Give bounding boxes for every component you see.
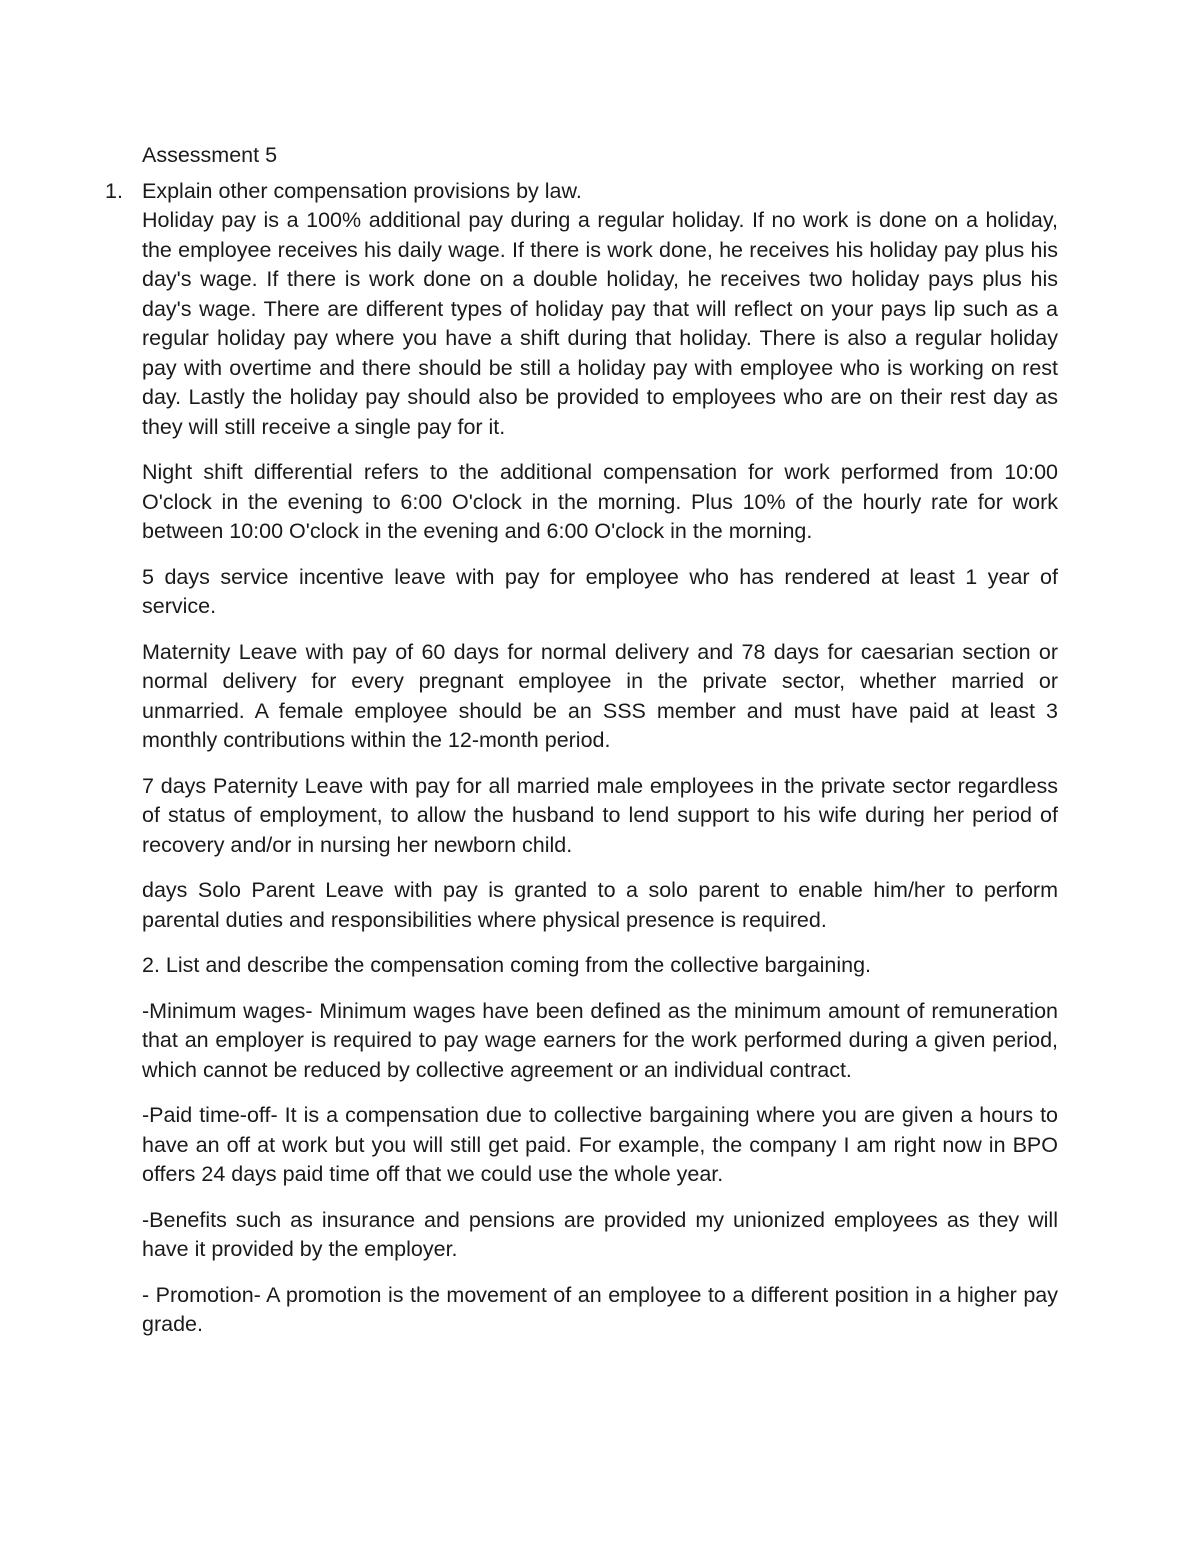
question-1 bbox=[105, 177, 1058, 936]
question-2 bbox=[142, 951, 1058, 1340]
promotion-paragraph: - Promotion- A promotion is the movement of an employee to a different position in a higher pay grade. bbox=[142, 1282, 1058, 1336]
maternity-leave-paragraph: Maternity Leave with pay of 60 days for normal delivery and 78 days for caesarian section or normal delivery for every pregnant employee in the private sector, whether married or unmarried. A female employee should be an SSS member and must have paid at least 3 monthly contributions within the 12-month period. bbox=[142, 639, 1058, 752]
night-shift-paragraph: Night shift differential refers to the additional compensation for work performed from 10:00 O'clock in the evening to 6:00 O'clock in the morning. Plus 10% of the hourly rate for work between 10:00 O'clock in the evening and 6:00 O'clock in the morning. bbox=[142, 460, 1058, 543]
holiday-pay-paragraph: Holiday pay is a 100% additional pay during a regular holiday. If no work is done on a holiday, the employee receives his daily wage. If there is work done, he receives his holiday pay plus his day's wage. If there is work done on a double holiday, he receives two holiday pays plus his day's wage. There are different types of holiday pay that will reflect on your pays lip such as a regular holiday pay where you have a shift during that holiday. There is also a regular holiday pay with overtime and there should be still a holiday pay with employee who is working on rest day. Lastly the holiday pay should also be provided to employees who are on their rest day as they will still receive a single pay for it. bbox=[142, 208, 1058, 439]
minimum-wages-paragraph: -Minimum wages- Minimum wages have been defined as the minimum amount of remuneration that an employer is required to pay wage earners for the work performed during a given period, which cannot be reduced by collective agreement or an individual contract. bbox=[142, 998, 1058, 1082]
paid-time-off-paragraph: -Paid time-off- It is a compensation due to collective bargaining where you are given a hours to have an off at work but you will still get paid. For example, the company I am right now in BPO offers 24 days paid time off that we could use the whole year. bbox=[142, 1103, 1058, 1186]
document-title: Assessment 5 bbox=[142, 143, 278, 167]
document-body bbox=[105, 141, 1058, 1356]
question-1-number: 1. bbox=[105, 178, 123, 203]
question-2-heading: 2. List and describe the compensation coming from the collective bargaining. bbox=[142, 953, 872, 977]
question-1-heading: Explain other compensation provisions by law. bbox=[142, 178, 582, 203]
solo-parent-leave-paragraph: days Solo Parent Leave with pay is granted to a solo parent to enable him/her to perform parental duties and responsibilities where physical presence is required. bbox=[142, 878, 1058, 932]
service-incentive-leave-paragraph: 5 days service incentive leave with pay for employee who has rendered at least 1 year of service. bbox=[142, 564, 1058, 618]
benefits-paragraph: -Benefits such as insurance and pensions are provided my unionized employees as they will have it provided by the employer. bbox=[142, 1207, 1058, 1261]
paternity-leave-paragraph: 7 days Paternity Leave with pay for all married male employees in the private sector regardless of status of employment, to allow the husband to lend support to his wife during her period of recovery and/or in nursing her newborn child. bbox=[142, 773, 1058, 857]
